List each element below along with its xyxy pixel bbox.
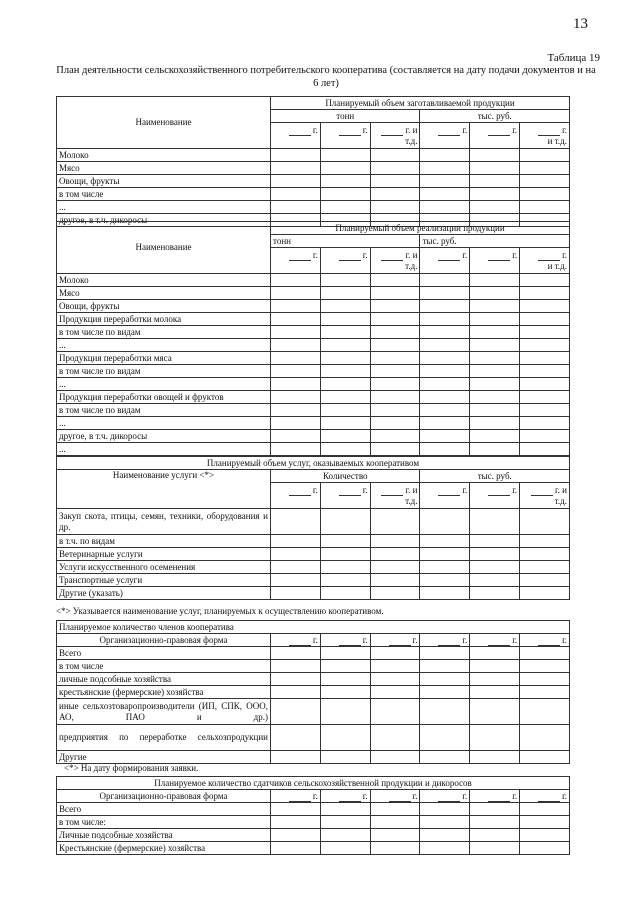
table-row: личные подсобные хозяйства <box>57 673 570 686</box>
table-row: ... <box>57 443 570 456</box>
year-cell: г. <box>320 634 370 647</box>
table-row: ... <box>57 378 570 391</box>
table-row: Овощи, фрукты <box>57 175 570 188</box>
table-row: в т.ч. по видам <box>57 535 570 548</box>
unit-tons: тонн <box>271 235 420 248</box>
year-cell: г. и т.д. <box>520 248 570 274</box>
table-row: в том числе по видам <box>57 365 570 378</box>
table-row: Другие <box>57 751 570 764</box>
group-header: Планируемый объем реализации продукции <box>271 222 570 235</box>
table-row: предприятия по переработке сельхозпродукции <box>57 725 570 751</box>
procurement-table <box>56 96 570 227</box>
year-cell: г. <box>470 123 520 149</box>
table-row: Личные подсобные хозяйства <box>57 829 570 842</box>
year-cell: г. <box>420 634 470 647</box>
year-cell: г. <box>420 248 470 274</box>
members-table <box>56 620 570 764</box>
table-row: иные сельхозтоваропроизводители (ИП, СПК, ООО, АО, ПАО и др.) <box>57 699 570 725</box>
table-row: другое, в т.ч. дикоросы <box>57 430 570 443</box>
year-cell: г. <box>370 790 420 803</box>
year-cell: г. <box>271 123 321 149</box>
service-name-header: Наименование услуги <*> <box>57 470 271 509</box>
year-cell: г. <box>320 790 370 803</box>
table-row: в том числе <box>57 188 570 201</box>
table-row: Мясо <box>57 287 570 300</box>
table-row: Услуги искусственного осеменения <box>57 561 570 574</box>
table-row: ... <box>57 201 570 214</box>
year-cell: г. и т.д. <box>370 483 420 509</box>
table-number: Таблица 19 <box>547 52 600 64</box>
table-row: другое, в т.ч. дикоросы <box>57 214 570 227</box>
unit-tons: тонн <box>271 110 420 123</box>
year-cell: г. <box>320 483 370 509</box>
footnote-date: <*> На дату формирования заявки. <box>64 763 199 773</box>
table-row: крестьянские (фермерские) хозяйства <box>57 686 570 699</box>
year-cell: г. <box>271 790 321 803</box>
footnote-services: <*> Указывается наименование услуг, планируемых к осуществлению кооперативом. <box>56 606 384 616</box>
form-header: Организационно-правовая форма <box>57 634 271 647</box>
table-row: Другие (указать) <box>57 587 570 600</box>
year-cell: г. <box>271 248 321 274</box>
year-cell: г. и т.д. <box>370 123 420 149</box>
table-row: в том числе по видам <box>57 326 570 339</box>
year-cell: г. <box>420 483 470 509</box>
year-cell: г. и т.д. <box>520 483 570 509</box>
year-cell: г. <box>271 634 321 647</box>
year-cell: г. <box>470 483 520 509</box>
year-cell: г. <box>520 634 570 647</box>
services-table <box>56 456 570 600</box>
name-header: Наименование <box>57 222 271 274</box>
year-cell: г. <box>470 790 520 803</box>
table-row: Продукция переработки мяса <box>57 352 570 365</box>
form-header: Организационно-правовая форма <box>57 790 271 803</box>
unit-rub: тыс. руб. <box>420 470 570 483</box>
services-title: Планируемый объем услуг, оказываемых кооперативом <box>57 457 570 470</box>
year-cell: г. <box>420 790 470 803</box>
table-row: ... <box>57 339 570 352</box>
table-row: Мясо <box>57 162 570 175</box>
year-cell: г. <box>470 248 520 274</box>
group-header: Планируемый объем заготавливаемой продукции <box>271 97 570 110</box>
table-row: Всего <box>57 803 570 816</box>
year-cell: г. <box>271 483 321 509</box>
table-row: Молоко <box>57 149 570 162</box>
table-row: Крестьянские (фермерские) хозяйства <box>57 842 570 855</box>
table-row: Закуп скота, птицы, семян, техники, оборудования и др. <box>57 509 570 535</box>
table-row: ... <box>57 417 570 430</box>
unit-rub: тыс. руб. <box>420 110 570 123</box>
table-row: Молоко <box>57 274 570 287</box>
name-header: Наименование <box>57 97 271 149</box>
members-title: Планируемое количество членов кооператива <box>57 621 570 634</box>
table-row: Ветеринарные услуги <box>57 548 570 561</box>
sales-table <box>56 221 570 456</box>
year-cell: г. <box>320 123 370 149</box>
table-row: Продукция переработки молока <box>57 313 570 326</box>
year-cell: г. <box>420 123 470 149</box>
unit-quantity: Количество <box>271 470 420 483</box>
document-title: План деятельности сельскохозяйственного потребительского кооператива (составляется на дату подачи документов и на 6 лет) <box>56 65 596 89</box>
unit-rub: тыс. руб. <box>420 235 570 248</box>
table-row: Всего <box>57 647 570 660</box>
table-row: Овощи, фрукты <box>57 300 570 313</box>
year-cell: г. <box>520 790 570 803</box>
table-row: в том числе: <box>57 816 570 829</box>
year-cell: г. и т.д. <box>370 248 420 274</box>
year-cell: г. <box>470 634 520 647</box>
page-number: 13 <box>573 16 588 32</box>
year-cell: г. <box>320 248 370 274</box>
table-row: Продукция переработки овощей и фруктов <box>57 391 570 404</box>
suppliers-table <box>56 776 570 855</box>
year-cell: г. и т.д. <box>520 123 570 149</box>
table-row: Транспортные услуги <box>57 574 570 587</box>
suppliers-title: Планируемое количество сдатчиков сельскохозяйственной продукции и дикоросов <box>57 777 570 790</box>
table-row: в том числе <box>57 660 570 673</box>
year-cell: г. <box>370 634 420 647</box>
table-row: в том числе по видам <box>57 404 570 417</box>
